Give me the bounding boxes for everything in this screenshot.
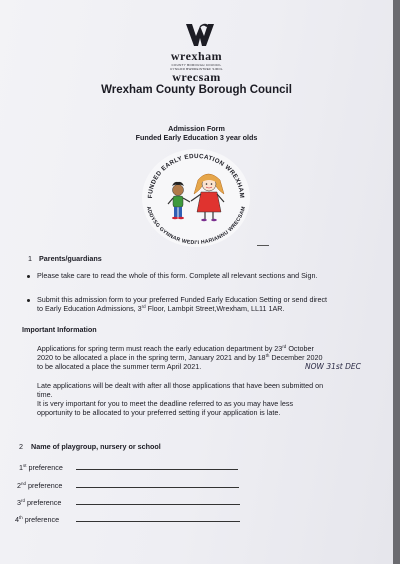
instruction-submit-line2: to Early Education Admissions, 3rd Floor, Lambpit Street,Wrexham, LL11 1AR. <box>37 304 285 313</box>
bullet-icon <box>27 299 30 302</box>
deadline-warning-line1: It is very important for you to meet the deadline referred to as you may have less <box>37 399 294 408</box>
preference-2-label: 2nd preference <box>17 481 63 490</box>
funded-early-education-badge <box>138 146 254 248</box>
brand-name-welsh: wrecsam <box>172 70 221 84</box>
bullet-icon <box>27 275 30 278</box>
handwritten-note: NOW 31st DEC <box>305 362 361 371</box>
wrexham-dragon-crest-icon <box>180 22 220 48</box>
section-1-heading: Parents/guardians <box>39 254 102 263</box>
badge-text-top: FUNDED EARLY EDUCATION WREXHAM <box>146 152 246 199</box>
instruction-read-form: Please take care to read the whole of this form. Complete all relevant sections and Sign. <box>37 271 318 280</box>
brand-subtitle-english: COUNTY BOROUGH COUNCIL <box>171 63 222 67</box>
important-information-heading: Important Information <box>22 325 97 334</box>
section-1-number: 1 <box>28 254 32 263</box>
brand-name-english: wrexham <box>170 49 223 63</box>
council-name: Wrexham County Borough Council <box>101 84 292 96</box>
brand-subtitle-welsh: CYNGOR BWRDEISTREF SIROL <box>170 67 223 71</box>
section-2-heading: Name of playgroup, nursery or school <box>31 442 161 451</box>
deadline-warning-line2: opportunity to be allocated to your preferred setting if your application is late. <box>37 408 281 417</box>
preference-1-label: 1st preference <box>19 463 63 472</box>
form-subtitle: Funded Early Education 3 year olds <box>135 133 258 142</box>
late-applications-line1: Late applications will be dealt with after all those applications that have been submitted on <box>37 381 324 390</box>
preference-4-field[interactable] <box>76 521 240 522</box>
instruction-submit-line1: Submit this admission form to your preferred Funded Early Education Setting or send direct <box>37 295 328 304</box>
late-applications-line2: time. <box>37 390 53 399</box>
preference-3-field[interactable] <box>76 504 240 505</box>
badge-text-bottom: ADDYSG GYNNAR WEDI'I HARIANNU WRECSAM <box>144 205 248 246</box>
deadline-line1: Applications for spring term must reach the early education department by 23rd October <box>37 344 314 353</box>
preference-4-label: 4th preference <box>15 515 60 524</box>
preference-1-field[interactable] <box>76 469 238 470</box>
deadline-line3: to be allocated a place the summer term April 2021. <box>37 362 202 371</box>
preference-3-label: 3rd preference <box>17 498 62 507</box>
deadline-line2: 2020 to be allocated a place in the spring term, January 2021 and by 18th December 2020 <box>37 353 323 362</box>
section-2-number: 2 <box>19 442 23 451</box>
preference-2-field[interactable] <box>76 487 239 488</box>
divider <box>257 245 269 246</box>
form-title: Admission Form <box>168 124 225 133</box>
